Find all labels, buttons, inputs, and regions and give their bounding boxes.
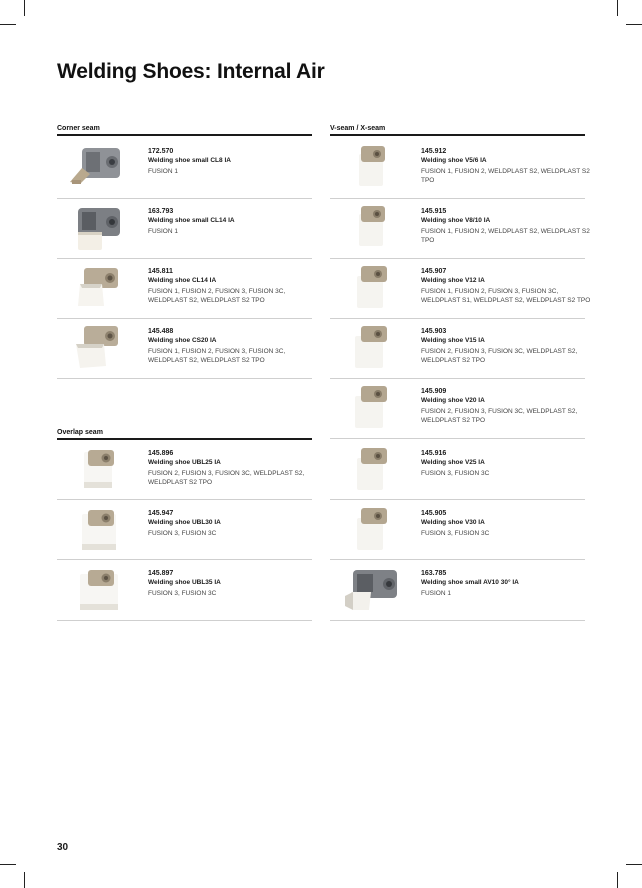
welding-shoe-icon (331, 140, 411, 198)
product-name: Welding shoe UBL25 IA (148, 459, 221, 466)
product-163785 (331, 562, 585, 622)
product-image (58, 200, 138, 258)
page-title: Welding Shoes: Internal Air (57, 60, 325, 83)
product-code: 163.785 (421, 570, 447, 577)
welding-shoe-icon (58, 140, 138, 198)
product-compatibility: FUSION 2, FUSION 3, FUSION 3C, WELDPLAST S2, WELDPLAST S2 TPO (421, 348, 578, 364)
product-145811 (58, 260, 312, 320)
row-divider (330, 378, 585, 379)
product-code: 145.947 (148, 510, 174, 517)
product-code: 145.488 (148, 328, 174, 335)
product-image (58, 140, 138, 198)
product-compatibility: FUSION 1 (148, 228, 178, 235)
product-image (331, 140, 411, 198)
product-compatibility: FUSION 1, FUSION 2, WELDPLAST S2, WELDPLAST S2 TPO (421, 168, 590, 184)
product-image (331, 380, 411, 438)
product-145909 (331, 380, 585, 440)
row-divider (330, 559, 585, 560)
product-163793 (58, 200, 312, 260)
crop-mark (24, 872, 25, 888)
welding-shoe-icon (58, 502, 138, 560)
product-name: Welding shoe V25 IA (421, 459, 485, 466)
product-compatibility: FUSION 3, FUSION 3C (421, 530, 490, 537)
product-145905 (331, 502, 585, 562)
section-rule (57, 134, 312, 136)
welding-shoe-icon (331, 260, 411, 318)
row-divider (330, 258, 585, 259)
welding-shoe-icon (331, 380, 411, 438)
welding-shoe-icon (58, 260, 138, 318)
product-image (58, 260, 138, 318)
product-code: 145.912 (421, 148, 447, 155)
crop-mark (626, 24, 642, 25)
crop-mark (0, 864, 16, 865)
product-code: 145.907 (421, 268, 447, 275)
product-name: Welding shoe small CL8 IA (148, 157, 231, 164)
product-name: Welding shoe V8/10 IA (421, 217, 491, 224)
product-compatibility: FUSION 3, FUSION 3C (148, 590, 217, 597)
product-code: 145.916 (421, 450, 447, 457)
page-number: 30 (57, 842, 69, 853)
product-compatibility: FUSION 2, FUSION 3, FUSION 3C, WELDPLAST S2, WELDPLAST S2 TPO (148, 470, 305, 486)
row-divider (330, 318, 585, 319)
product-145903 (331, 320, 585, 380)
row-divider (330, 620, 585, 621)
welding-shoe-icon (58, 442, 138, 500)
welding-shoe-icon (58, 562, 138, 620)
row-divider (330, 438, 585, 439)
product-145907 (331, 260, 591, 320)
product-image (331, 200, 411, 258)
product-image (58, 442, 138, 500)
product-145897 (58, 562, 312, 622)
product-name: Welding shoe V30 IA (421, 519, 485, 526)
product-name: Welding shoe UBL30 IA (148, 519, 221, 526)
product-145896 (58, 442, 312, 502)
product-image (58, 562, 138, 620)
product-code: 145.897 (148, 570, 174, 577)
product-image (58, 320, 138, 378)
product-145947 (58, 502, 312, 562)
welding-shoe-icon (331, 320, 411, 378)
welding-shoe-icon (58, 320, 138, 378)
product-compatibility: FUSION 1, FUSION 2, FUSION 3, FUSION 3C, WELDPLAST S2, WELDPLAST S2 TPO (148, 288, 286, 304)
welding-shoe-icon (331, 442, 411, 500)
product-code: 172.570 (148, 148, 174, 155)
product-compatibility: FUSION 2, FUSION 3, FUSION 3C, WELDPLAST S2, WELDPLAST S2 TPO (421, 408, 578, 424)
product-145916 (331, 442, 585, 502)
section-title-corner-seam: Corner seam (57, 125, 100, 132)
section-title-v-seam: V-seam / X-seam (330, 125, 386, 132)
product-compatibility: FUSION 3, FUSION 3C (421, 470, 490, 477)
row-divider (57, 620, 312, 621)
crop-mark (24, 0, 25, 16)
product-172570 (58, 140, 312, 200)
row-divider (330, 198, 585, 199)
section-rule (330, 134, 585, 136)
product-compatibility: FUSION 1, FUSION 2, FUSION 3, FUSION 3C, WELDPLAST S1, WELDPLAST S2, WELDPLAST S2 TPO (421, 288, 591, 304)
product-name: Welding shoe small CL14 IA (148, 217, 235, 224)
row-divider (57, 499, 312, 500)
row-divider (330, 499, 585, 500)
product-image (58, 502, 138, 560)
product-name: Welding shoe V15 IA (421, 337, 485, 344)
product-code: 163.793 (148, 208, 174, 215)
product-compatibility: FUSION 1 (148, 168, 178, 175)
crop-mark (0, 24, 16, 25)
row-divider (57, 318, 312, 319)
row-divider (57, 559, 312, 560)
product-name: Welding shoe UBL35 IA (148, 579, 221, 586)
welding-shoe-icon (331, 502, 411, 560)
row-divider (57, 378, 312, 379)
product-code: 145.903 (421, 328, 447, 335)
row-divider (57, 198, 312, 199)
product-image (331, 562, 411, 620)
product-code: 145.896 (148, 450, 174, 457)
product-name: Welding shoe V12 IA (421, 277, 485, 284)
crop-mark (617, 872, 618, 888)
product-compatibility: FUSION 1, FUSION 2, FUSION 3, FUSION 3C, WELDPLAST S2, WELDPLAST S2 TPO (148, 348, 286, 364)
welding-shoe-icon (58, 200, 138, 258)
product-image (331, 502, 411, 560)
product-name: Welding shoe CS20 IA (148, 337, 217, 344)
product-compatibility: FUSION 3, FUSION 3C (148, 530, 217, 537)
section-title-overlap-seam: Overlap seam (57, 429, 103, 436)
product-145915 (331, 200, 590, 260)
product-image (331, 320, 411, 378)
crop-mark (617, 0, 618, 16)
product-compatibility: FUSION 1, FUSION 2, WELDPLAST S2, WELDPLAST S2 TPO (421, 228, 590, 244)
product-name: Welding shoe small AV10 30° IA (421, 579, 519, 586)
product-code: 145.909 (421, 388, 447, 395)
product-145488 (58, 320, 312, 380)
row-divider (57, 258, 312, 259)
product-code: 145.915 (421, 208, 447, 215)
product-name: Welding shoe V20 IA (421, 397, 485, 404)
welding-shoe-icon (331, 562, 411, 620)
product-code: 145.905 (421, 510, 447, 517)
product-image (331, 442, 411, 500)
product-image (331, 260, 411, 318)
product-name: Welding shoe CL14 IA (148, 277, 217, 284)
product-code: 145.811 (148, 268, 173, 275)
product-145912 (331, 140, 590, 200)
welding-shoe-icon (331, 200, 411, 258)
crop-mark (626, 864, 642, 865)
product-compatibility: FUSION 1 (421, 590, 451, 597)
section-rule (57, 438, 312, 440)
product-name: Welding shoe V5/6 IA (421, 157, 487, 164)
